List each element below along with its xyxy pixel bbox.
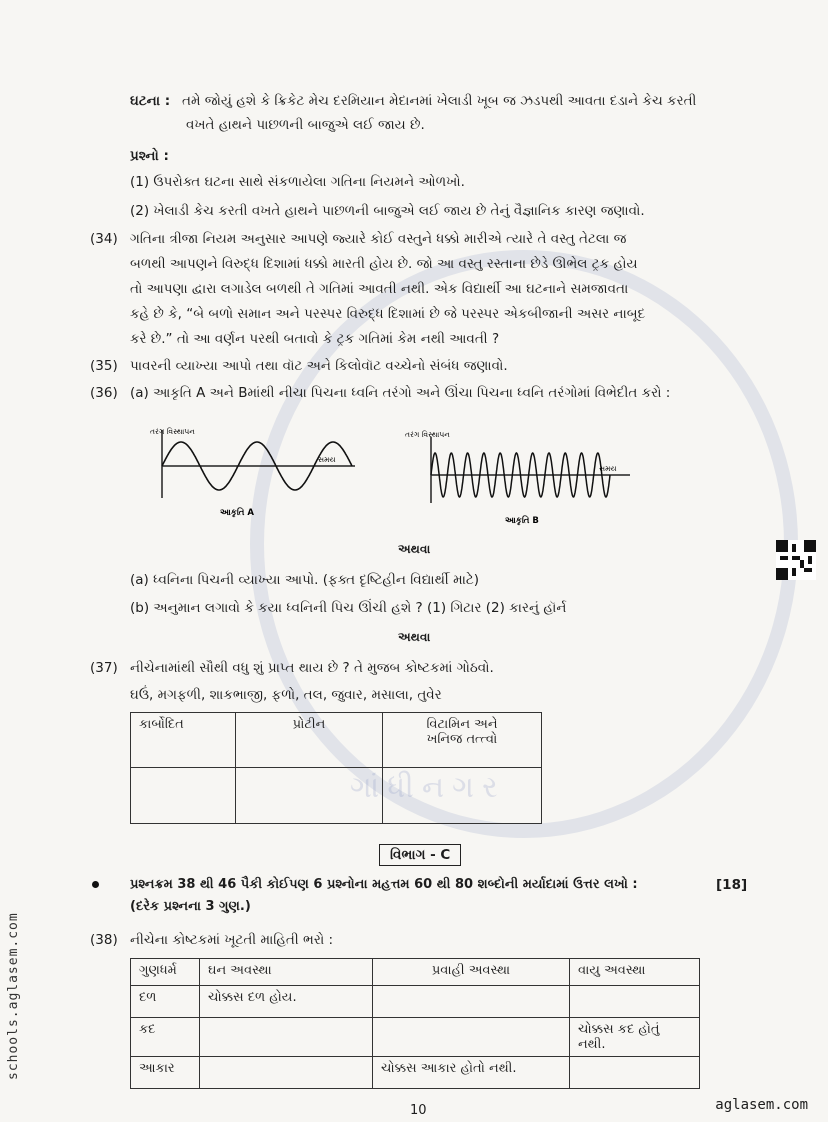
question-sub-2: (2) ખેલાડી કેચ કરતી વખતે હાથને પાછળની બાજુએ લઈ જાય છે તેનું વૈજ્ઞાનિક કારણ જણાવો. [130, 203, 645, 219]
figure-b-high-pitch-wave [405, 425, 645, 530]
header-gas: વાયુ અવસ્થા [570, 959, 700, 986]
or-separator-1: અથવા [398, 542, 431, 556]
question-34-line-5: કરે છે.” તો આ વર્ણન પરથી બતાવો કે ટ્રક ગતિમાં કેમ નથી આવતી ? [130, 331, 500, 347]
question-38-number: (38) [90, 932, 118, 948]
question-37-number: (37) [90, 660, 118, 676]
header-liquid: પ્રવાહી અવસ્થા [373, 959, 570, 986]
question-38-text: નીચેના કોષ્ટકમાં ખૂટતી માહિતી ભરો : [130, 932, 334, 948]
footer-site: aglasem.com [715, 1097, 808, 1113]
question-35-text: પાવરની વ્યાખ્યા આપો તથા વૉટ અને કિલોવૉટ વચ્ચેનો સંબંધ જણાવો. [130, 358, 508, 374]
row-mass-liquid [373, 986, 570, 1018]
row-shape-gas [570, 1057, 700, 1089]
question-34-line-4: કહે છે કે, “બે બળો સમાન અને પરસ્પર વિરુદ્ધ દિશામાં છે જે પરસ્પર એકબીજાની અસર નાબૂદ [130, 306, 646, 322]
event-line-1: તમે જોયું હશે કે ક્રિકેટ મેચ દરમિયાન મેદાનમાં ખેલાડી ખૂબ જ ઝડપથી આવતા દડાને કેચ કરતી [182, 93, 697, 109]
event-label: ઘટના : [130, 93, 171, 109]
question-36-number: (36) [90, 385, 118, 401]
questions-label: પ્રશ્નો : [130, 148, 169, 164]
section-title: વિભાગ - C [379, 844, 461, 866]
or-separator-2: અથવા [398, 630, 431, 644]
cell-carbohydrate [131, 768, 236, 824]
row-mass-gas [570, 986, 700, 1018]
header-vitamins-minerals: વિટામિન અને ખનિજ તત્ત્વો [383, 713, 542, 768]
states-of-matter-table [130, 958, 700, 1089]
side-watermark: schools.aglasem.com [6, 912, 21, 1080]
row-mass-label: દળ [131, 986, 200, 1018]
question-34-line-2: બળથી આપણને વિરુદ્ધ દિશામાં ધક્કો મારતી હોય છે. જો આ વસ્તુ રસ્તાના છેડે ઊભેલ ટ્રક હોય [130, 256, 638, 272]
figure-a-ylabel: તરંગ વિસ્થાપન [150, 427, 195, 436]
figure-a-low-pitch-wave [140, 420, 380, 530]
seal-watermark-text: ગાંધીનગર [350, 770, 506, 805]
question-36-alt-a: (a) ધ્વનિના પિચની વ્યાખ્યા આપો. (ફક્ત દૃષ્ટિહીન વિદ્યાર્થી માટે) [130, 572, 480, 588]
question-35-number: (35) [90, 358, 118, 374]
question-37-items: ઘઉં, મગફળી, શાકભાજી, ફળો, તલ, જુવાર, મસાલા, તુવેર [130, 687, 442, 703]
header-solid: ઘન અવસ્થા [200, 959, 373, 986]
figure-b-xlabel: સમય [599, 464, 617, 473]
figure-b-ylabel: તરંગ વિસ્થાપન [405, 430, 450, 439]
figure-a-caption: આકૃતિ A [220, 508, 254, 518]
figure-a-xlabel: સમય [318, 455, 336, 464]
question-34-line-1: ગતિના ત્રીજા નિયમ અનુસાર આપણે જ્યારે કોઈ વસ્તુને ધક્કો મારીએ ત્યારે તે વસ્તુ તેટલા જ [130, 231, 627, 247]
row-volume-liquid [373, 1018, 570, 1057]
cell-vitamins-minerals [383, 768, 542, 824]
question-36-text: (a) આકૃતિ A અને Bમાંથી નીચા પિચના ધ્વનિ તરંગો અને ઊંચા પિચના ધ્વનિ તરંગોમાં વિભેદીત કરો : [130, 385, 671, 401]
figure-b-caption: આકૃતિ B [505, 516, 539, 526]
question-34-line-3: તો આપણા દ્વારા લગાડેલ બળથી તે ગતિમાં આવતી નથી. એક વિદ્યાર્થી આ ઘટનાને સમજાવતા [130, 281, 629, 297]
header-protein: પ્રોટીન [236, 713, 383, 768]
section-instruction: પ્રશ્નક્રમ 38 થી 46 પૈકી કોઈપણ 6 પ્રશ્નોના મહત્તમ 60 થી 80 શબ્દોની મર્યાદામાં ઉત્તર લખો : [130, 877, 638, 892]
row-volume-gas: ચોક્કસ કદ હોતું નથી. [570, 1018, 700, 1057]
section-subtext: (દરેક પ્રશ્નના 3 ગુણ.) [130, 899, 251, 914]
food-classification-table [130, 712, 542, 824]
row-shape-solid [200, 1057, 373, 1089]
qr-code-icon [776, 540, 816, 580]
header-carbohydrate: કાર્બોદિત [131, 713, 236, 768]
section-marks: [18] [716, 877, 748, 893]
row-volume-solid [200, 1018, 373, 1057]
row-shape-liquid: ચોક્કસ આકાર હોતો નથી. [373, 1057, 570, 1089]
question-36-alt-b: (b) અનુમાન લગાવો કે કયા ધ્વનિની પિચ ઊંચી હશે ? (1) ગિટાર (2) કારનું હૉર્ન [130, 600, 567, 616]
question-34-number: (34) [90, 231, 118, 247]
page-number: 10 [410, 1103, 427, 1118]
bullet-icon [92, 881, 99, 888]
row-mass-solid: ચોક્કસ દળ હોય. [200, 986, 373, 1018]
question-sub-1: (1) ઉપરોક્ત ઘટના સાથે સંકળાયેલા ગતિના નિયમને ઓળખો. [130, 174, 465, 190]
row-volume-label: કદ [131, 1018, 200, 1057]
header-property: ગુણધર્મ [131, 959, 200, 986]
row-shape-label: આકાર [131, 1057, 200, 1089]
cell-protein [236, 768, 383, 824]
question-37-text: નીચેનામાંથી સૌથી વધુ શું પ્રાપ્ત થાય છે ? તે મુજબ કોષ્ટકમાં ગોઠવો. [130, 660, 494, 676]
event-line-2: વખતે હાથને પાછળની બાજુએ લઈ જાય છે. [186, 117, 425, 133]
